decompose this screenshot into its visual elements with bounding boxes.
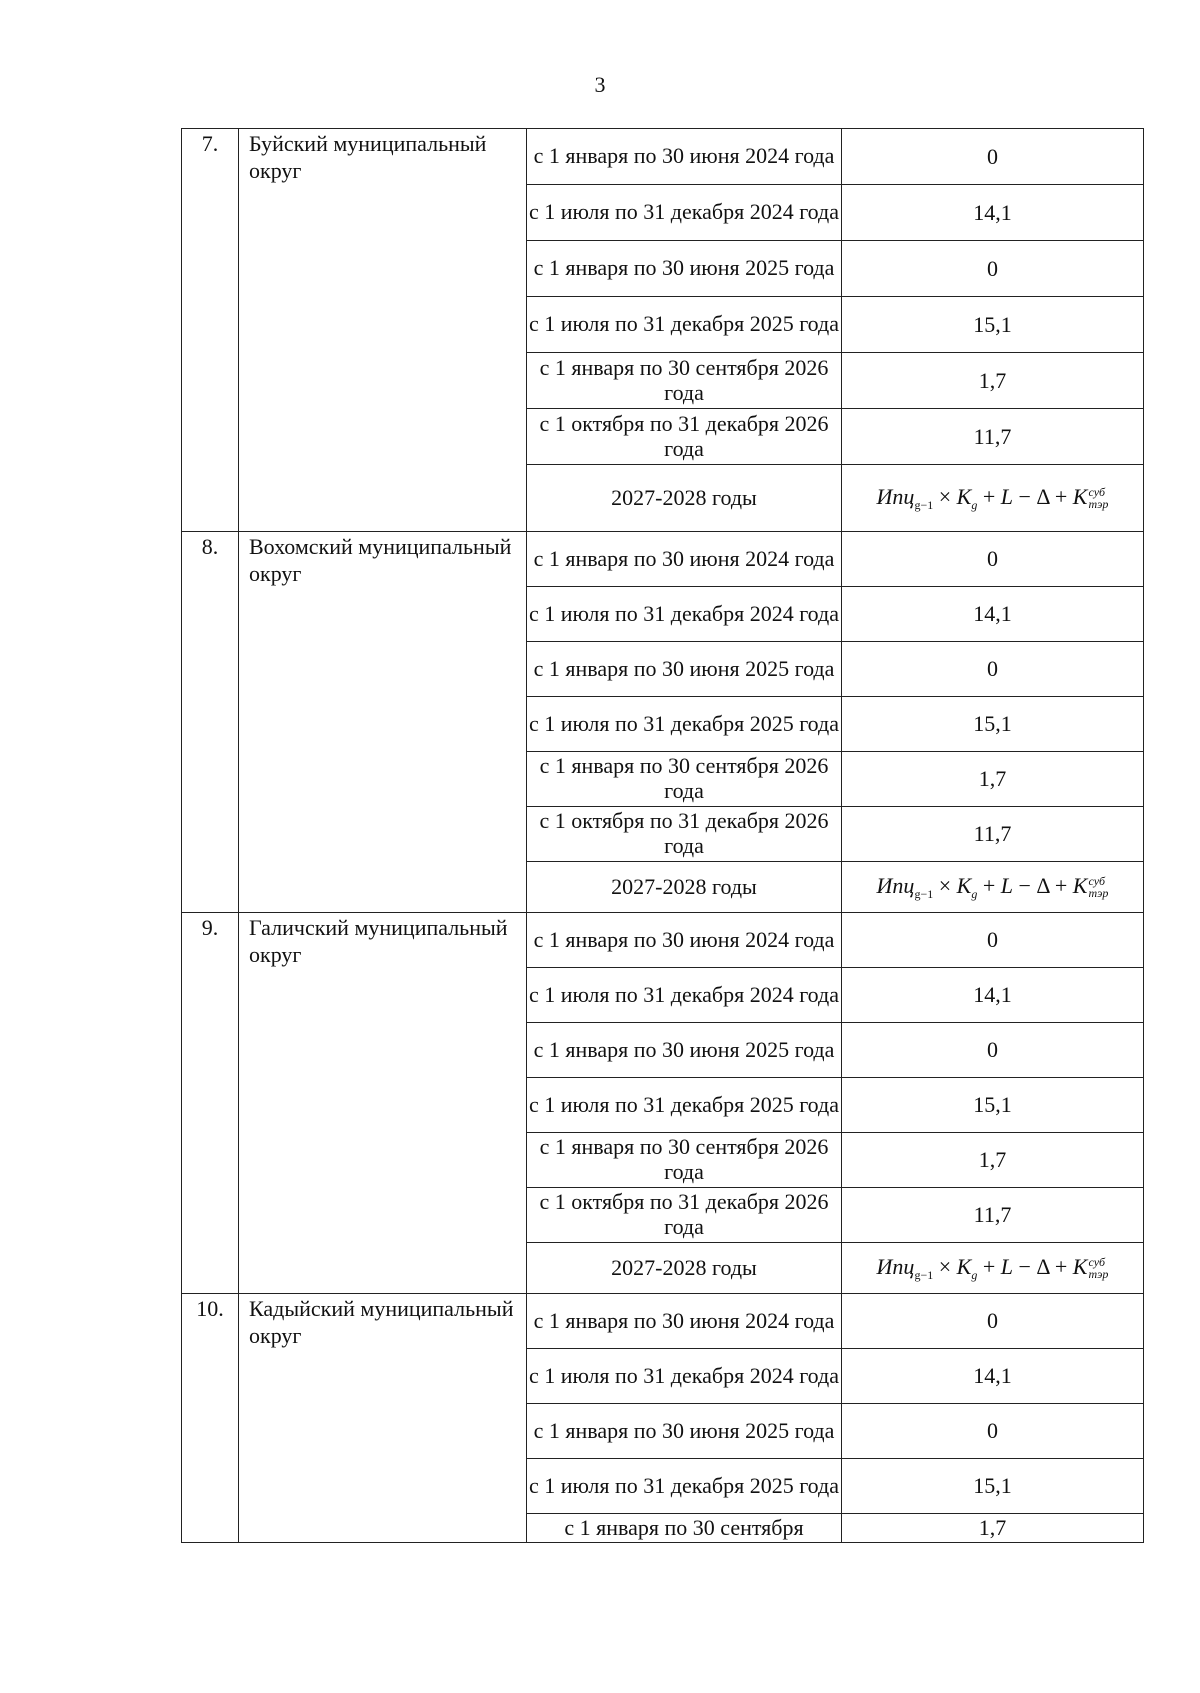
value-cell: 15,1 [842, 697, 1144, 752]
formula-k: K [956, 1253, 972, 1279]
formula-cpi: Ипц [876, 872, 915, 898]
formula-k-subscript: g [971, 497, 978, 512]
value-cell: 0 [842, 913, 1144, 968]
period-cell: 2027-2028 годы [527, 465, 842, 532]
tariff-formula [876, 872, 1109, 901]
value-cell: 11,7 [842, 1188, 1144, 1243]
period-cell: с 1 июля по 31 декабря 2025 года [527, 1078, 842, 1133]
formula-k2: K [1072, 872, 1088, 898]
table-row [182, 129, 1144, 185]
period-cell: с 1 июля по 31 декабря 2025 года [527, 297, 842, 353]
formula-k2-indices [1088, 486, 1108, 510]
value-cell: 11,7 [842, 807, 1144, 862]
formula-cpi-subscript: g−1 [914, 1267, 934, 1282]
formula-rest: + L − Δ + [982, 872, 1068, 898]
period-cell: с 1 января по 30 июня 2025 года [527, 642, 842, 697]
value-cell: 1,7 [842, 353, 1144, 409]
formula-times: × [938, 1253, 952, 1279]
period-cell: с 1 октября по 31 декабря 2026 года [527, 409, 842, 465]
period-cell: с 1 января по 30 июня 2024 года [527, 913, 842, 968]
formula-k: K [956, 483, 972, 509]
value-cell: 1,7 [842, 1133, 1144, 1188]
formula-k2: K [1072, 1253, 1088, 1279]
value-cell: 15,1 [842, 297, 1144, 353]
value-cell: 14,1 [842, 185, 1144, 241]
period-cell: с 1 октября по 31 декабря 2026 года [527, 1188, 842, 1243]
formula-k2-subscript: тэр [1088, 497, 1109, 512]
value-cell: 15,1 [842, 1459, 1144, 1514]
table-row [182, 913, 1144, 968]
formula-rest: + L − Δ + [982, 483, 1068, 509]
formula-cpi-subscript: g−1 [914, 886, 934, 901]
value-cell: 0 [842, 642, 1144, 697]
row-number: 7. [182, 129, 239, 532]
period-cell: с 1 июля по 31 декабря 2025 года [527, 697, 842, 752]
table-row [182, 532, 1144, 587]
period-cell: с 1 июля по 31 декабря 2024 года [527, 185, 842, 241]
formula-k-subscript: g [971, 1267, 978, 1282]
period-cell: с 1 января по 30 июня 2025 года [527, 241, 842, 297]
formula-times: × [938, 872, 952, 898]
tariff-formula [876, 1253, 1109, 1282]
table-row [182, 1294, 1144, 1349]
value-cell: 15,1 [842, 1078, 1144, 1133]
municipality-name: Буйский муниципальный округ [239, 129, 527, 532]
period-cell: с 1 января по 30 июня 2024 года [527, 1294, 842, 1349]
period-cell: с 1 января по 30 сентября 2026 года [527, 353, 842, 409]
formula-cell [842, 465, 1144, 532]
value-cell: 0 [842, 241, 1144, 297]
row-number: 10. [182, 1294, 239, 1543]
value-cell: 14,1 [842, 587, 1144, 642]
value-cell: 14,1 [842, 1349, 1144, 1404]
period-cell: с 1 января по 30 сентября 2026 года [527, 1133, 842, 1188]
period-cell: с 1 января по 30 июня 2025 года [527, 1023, 842, 1078]
period-cell: с 1 июля по 31 декабря 2025 года [527, 1459, 842, 1514]
formula-cpi: Ипц [876, 1253, 915, 1279]
period-cell: с 1 января по 30 сентября 2026 года [527, 752, 842, 807]
municipality-name: Вохомский муниципальный округ [239, 532, 527, 913]
formula-cpi-subscript: g−1 [914, 497, 934, 512]
municipality-name: Кадыйский муниципальный округ [239, 1294, 527, 1543]
formula-k-subscript: g [971, 886, 978, 901]
formula-k2-superscript: суб [1088, 485, 1106, 500]
value-cell: 14,1 [842, 968, 1144, 1023]
period-cell: с 1 января по 30 июня 2024 года [527, 532, 842, 587]
formula-cpi: Ипц [876, 483, 915, 509]
municipality-name: Галичский муниципальный округ [239, 913, 527, 1294]
tariff-formula [876, 483, 1109, 512]
page-number: 3 [594, 72, 606, 97]
period-cell: с 1 июля по 31 декабря 2024 года [527, 968, 842, 1023]
formula-cell [842, 1243, 1144, 1294]
formula-k2-subscript: тэр [1088, 886, 1109, 901]
value-cell: 0 [842, 532, 1144, 587]
value-cell: 0 [842, 1404, 1144, 1459]
period-cell: с 1 января по 30 июня 2025 года [527, 1404, 842, 1459]
value-cell: 0 [842, 1023, 1144, 1078]
period-cell: 2027-2028 годы [527, 862, 842, 913]
value-cell: 1,7 [842, 752, 1144, 807]
formula-k2-indices [1088, 875, 1108, 899]
formula-rest: + L − Δ + [982, 1253, 1068, 1279]
formula-k: K [956, 872, 972, 898]
formula-k2-superscript: суб [1088, 1255, 1106, 1270]
period-cell: 2027-2028 годы [527, 1243, 842, 1294]
formula-k2: K [1072, 483, 1088, 509]
period-cell: с 1 июля по 31 декабря 2024 года [527, 1349, 842, 1404]
period-cell: с 1 января по 30 сентября [527, 1514, 842, 1543]
value-cell: 0 [842, 1294, 1144, 1349]
value-cell: 1,7 [842, 1514, 1144, 1543]
row-number: 8. [182, 532, 239, 913]
formula-times: × [938, 483, 952, 509]
formula-k2-superscript: суб [1088, 874, 1106, 889]
row-number: 9. [182, 913, 239, 1294]
period-cell: с 1 октября по 31 декабря 2026 года [527, 807, 842, 862]
period-cell: с 1 января по 30 июня 2024 года [527, 129, 842, 185]
value-cell: 0 [842, 129, 1144, 185]
formula-k2-indices [1088, 1256, 1108, 1280]
period-cell: с 1 июля по 31 декабря 2024 года [527, 587, 842, 642]
formula-k2-subscript: тэр [1088, 1267, 1109, 1282]
tariff-table [181, 128, 1144, 1543]
formula-cell [842, 862, 1144, 913]
value-cell: 11,7 [842, 409, 1144, 465]
